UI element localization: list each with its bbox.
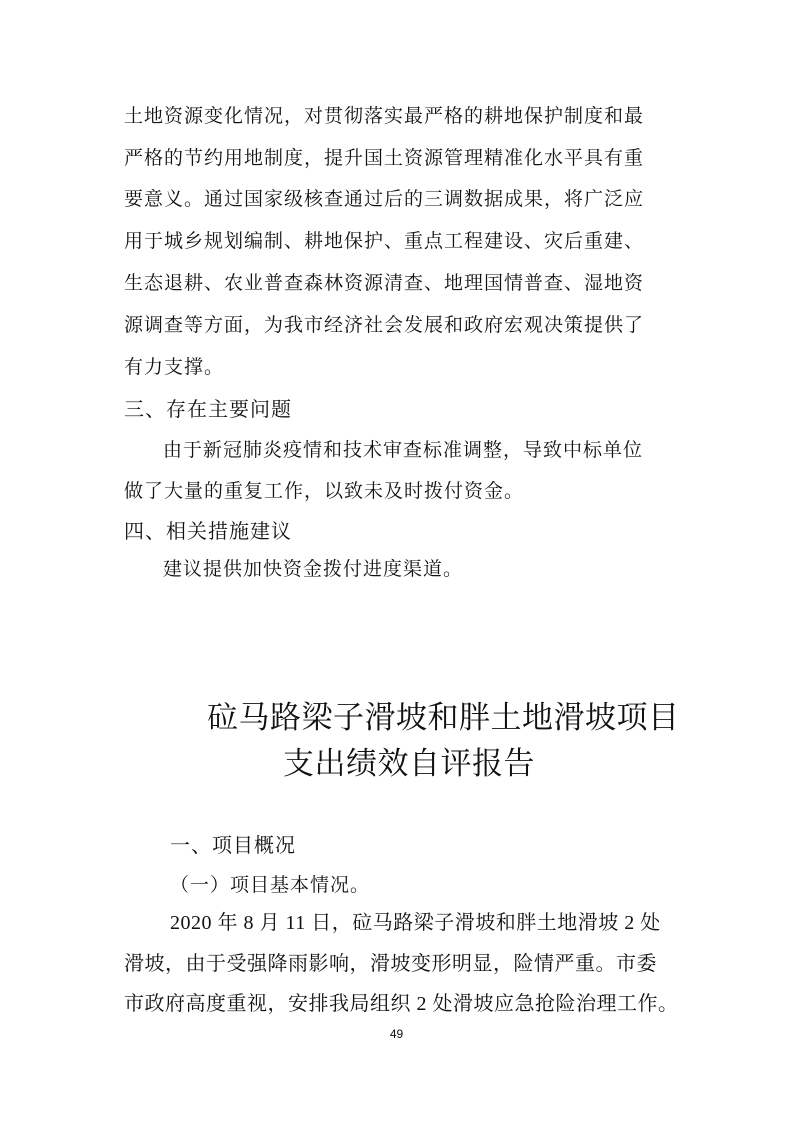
page-number: 49 xyxy=(389,1027,404,1041)
paragraph-line: 建议提供加快资金拨付进度渠道。 xyxy=(163,558,464,580)
section-heading-suggestions: 四、相关措施建议 xyxy=(124,519,292,543)
paragraph-line: 源调查等方面，为我市经济社会发展和政府宏观决策提供了 xyxy=(124,314,645,336)
section-heading-problems: 三、存在主要问题 xyxy=(124,397,292,421)
paragraph-line: 有力支撑。 xyxy=(124,356,225,378)
report-title-line-2: 支出绩效自评报告 xyxy=(283,746,535,782)
paragraph-line: 2020 年 8 月 11 日，砬马路梁子滑坡和胖土地滑坡 2 处 xyxy=(170,912,661,934)
subsection-heading: （一）项目基本情况。 xyxy=(170,874,371,896)
paragraph-line: 用于城乡规划编制、耕地保护、重点工程建设、灾后重建、 xyxy=(124,230,645,252)
paragraph-line: 要意义。通过国家级核查通过后的三调数据成果，将广泛应 xyxy=(124,188,645,210)
paragraph-line: 市政府高度重视，安排我局组织 2 处滑坡应急抢险治理工作。 xyxy=(124,993,679,1015)
section-heading-overview: 一、项目概况 xyxy=(170,833,296,857)
paragraph-line: 土地资源变化情况，对贯彻落实最严格的耕地保护制度和最 xyxy=(124,105,645,127)
paragraph-line: 严格的节约用地制度，提升国土资源管理精准化水平具有重 xyxy=(124,147,645,169)
paragraph-line: 由于新冠肺炎疫情和技术审查标准调整，导致中标单位 xyxy=(163,439,644,461)
paragraph-line: 做了大量的重复工作，以致未及时拨付资金。 xyxy=(124,480,525,502)
report-title-line-1: 砬马路梁子滑坡和胖土地滑坡项目 xyxy=(207,700,680,736)
paragraph-line: 生态退耕、农业普查森林资源清查、地理国情普查、湿地资 xyxy=(124,272,645,294)
paragraph-line: 滑坡，由于受强降雨影响，滑坡变形明显，险情严重。市委 xyxy=(124,953,657,975)
